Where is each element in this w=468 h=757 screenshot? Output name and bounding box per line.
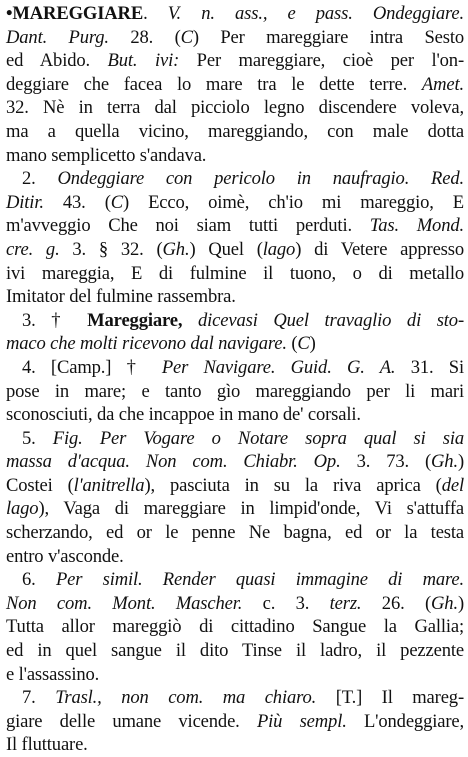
text-segment: Gh. — [162, 238, 190, 260]
text-segment: pose in mare; e tanto gìo mareggiando per li mari — [6, 380, 464, 402]
text-segment: ) — [457, 451, 465, 473]
text-segment: 3. § 32. ( — [59, 238, 163, 260]
text-segment: Amet. — [421, 73, 464, 95]
text-line — [6, 167, 464, 191]
text-segment: Il fluttuare. — [6, 734, 88, 756]
text-segment: dicevasi Quel travaglio di sto- — [182, 309, 464, 331]
text-segment: 6. — [22, 569, 56, 591]
text-line — [6, 568, 464, 592]
text-segment: 7. — [22, 687, 56, 709]
text-segment: C — [110, 191, 124, 213]
text-segment: sconosciuti, da che incappoe in mano de' corsali. — [6, 404, 361, 426]
text-line — [6, 403, 464, 427]
text-segment: Tutta allor mareggiò di cittadino Sangue la Gallia; — [6, 616, 464, 638]
text-line — [6, 545, 464, 569]
text-segment: terz. — [329, 592, 362, 614]
text-segment: m'avveggio Che noi siam tutti perduti. — [6, 215, 370, 237]
text-line — [6, 450, 464, 474]
text-segment: Gh. — [431, 451, 458, 473]
text-segment: Per simil. Render quasi immagine di mare. — [55, 569, 464, 591]
text-line — [6, 285, 464, 309]
text-segment: Ondeggiare con pericolo in naufragio. Red. — [57, 168, 464, 190]
text-segment: 3. † — [22, 309, 88, 331]
text-segment: Fig. Per Vogare o Notare sopra qual si sia — [52, 427, 464, 449]
text-line — [6, 26, 464, 50]
text-line — [6, 427, 464, 451]
text-segment: giare delle umane vicende. — [6, 710, 257, 732]
text-segment: ) di Vetere appresso — [295, 238, 464, 260]
text-segment: Costei ( — [6, 474, 74, 496]
text-line — [6, 663, 464, 687]
dictionary-entry — [6, 2, 464, 757]
text-segment: l'anitrella — [73, 474, 145, 496]
text-segment: lago — [262, 238, 296, 260]
text-line — [6, 2, 464, 26]
text-segment: Dant. Purg. — [6, 26, 109, 48]
entry-headword: •MAREGGIARE — [6, 3, 144, 24]
text-line — [6, 191, 464, 215]
text-line — [6, 639, 464, 663]
text-line — [6, 309, 464, 333]
text-segment: e l'assassino. — [6, 663, 100, 685]
text-segment: 5. — [22, 427, 53, 449]
text-line — [6, 474, 464, 498]
text-line — [6, 120, 464, 144]
text-line — [6, 733, 464, 757]
text-segment: entro v'asconde. — [6, 545, 124, 567]
text-segment: 32. Nè in terra dal picciolo legno discendere voleva, — [6, 97, 464, 119]
text-segment: Ditir. — [6, 191, 44, 213]
text-line — [6, 380, 464, 404]
text-segment: del — [441, 474, 464, 496]
text-segment: ivi mareggia, E di fulmine il tuono, o di metallo — [6, 262, 464, 284]
text-segment: 3. 73. ( — [340, 451, 432, 473]
text-segment: . — [143, 3, 168, 24]
text-segment: ), Vaga di mareggiare in limpid'onde, Vi s'attuffa — [38, 498, 464, 520]
text-segment: Più sempl. — [256, 710, 347, 732]
text-line — [6, 49, 464, 73]
text-segment: [T.] Il mareg- — [316, 687, 464, 709]
text-segment: C — [297, 333, 310, 355]
text-segment: scherzando, ed or le penne Ne bagna, ed or la testa — [6, 522, 464, 544]
text-segment: Imitator del fulmine rassembra. — [6, 286, 236, 308]
text-segment: Mareggiare, — [87, 309, 183, 331]
text-segment: cre. g. — [6, 238, 60, 260]
text-segment: 28. ( — [108, 26, 181, 48]
text-segment: L'ondeggiare, — [346, 710, 464, 732]
text-line — [6, 710, 464, 734]
text-segment: ), pasciuta in su la riva aprica ( — [144, 474, 442, 496]
text-segment: Non com. Mont. Mascher. — [6, 592, 243, 614]
text-line — [6, 592, 464, 616]
text-segment: C — [180, 26, 193, 48]
text-segment: Trasl., non com. ma chiaro. — [55, 687, 317, 709]
text-line — [6, 73, 464, 97]
text-segment: Per Navigare. Guid. G. A. — [161, 356, 396, 378]
text-segment: ) Per mareggiare intra Sesto — [192, 26, 464, 48]
text-segment: 31. Si — [395, 356, 465, 378]
text-segment: mano semplicetto s'andava. — [6, 144, 207, 166]
text-segment: But. ivi: — [107, 50, 180, 72]
text-segment: Gh. — [431, 592, 458, 614]
text-segment: ) — [309, 333, 316, 355]
text-segment: ) Quel ( — [189, 238, 263, 260]
text-line — [6, 356, 464, 380]
text-segment: maco che molti ricevono dal navigare. — [6, 333, 287, 355]
text-segment: massa d'acqua. Non com. Chiabr. Op. — [6, 451, 341, 473]
text-segment: c. 3. — [242, 592, 330, 614]
text-segment: V. n. ass., e pass. Ondeggiare. — [167, 3, 464, 24]
text-segment: ) — [457, 592, 464, 614]
text-segment: deggiare che facea lo mare tra le dette terre. — [6, 73, 422, 95]
text-line — [6, 144, 464, 168]
text-segment: ed in quel sangue il dito Tinse il ladro, il pezzente — [6, 640, 464, 662]
text-segment: ed Abido. — [6, 50, 108, 72]
text-segment: lago — [6, 498, 39, 520]
text-line — [6, 521, 464, 545]
text-segment: ( — [286, 333, 298, 355]
text-line — [6, 214, 464, 238]
text-line — [6, 497, 464, 521]
text-line — [6, 686, 464, 710]
text-line — [6, 615, 464, 639]
text-segment: Tas. Mond. — [369, 215, 464, 237]
text-segment: 2. — [22, 168, 58, 190]
text-segment: 43. ( — [43, 191, 111, 213]
text-segment: Per mareggiare, cioè per l'on- — [179, 50, 465, 72]
text-line — [6, 96, 464, 120]
text-segment: 26. ( — [361, 592, 432, 614]
text-line — [6, 238, 464, 262]
text-segment: ma a quella vicino, mareggiando, con male dotta — [6, 120, 464, 142]
text-segment: 4. [Camp.] † — [22, 356, 162, 378]
entry-text-block — [6, 2, 464, 757]
text-line — [6, 262, 464, 286]
text-line — [6, 332, 464, 356]
text-segment: ) Ecco, oimè, ch'io mi mareggio, E — [123, 191, 464, 213]
